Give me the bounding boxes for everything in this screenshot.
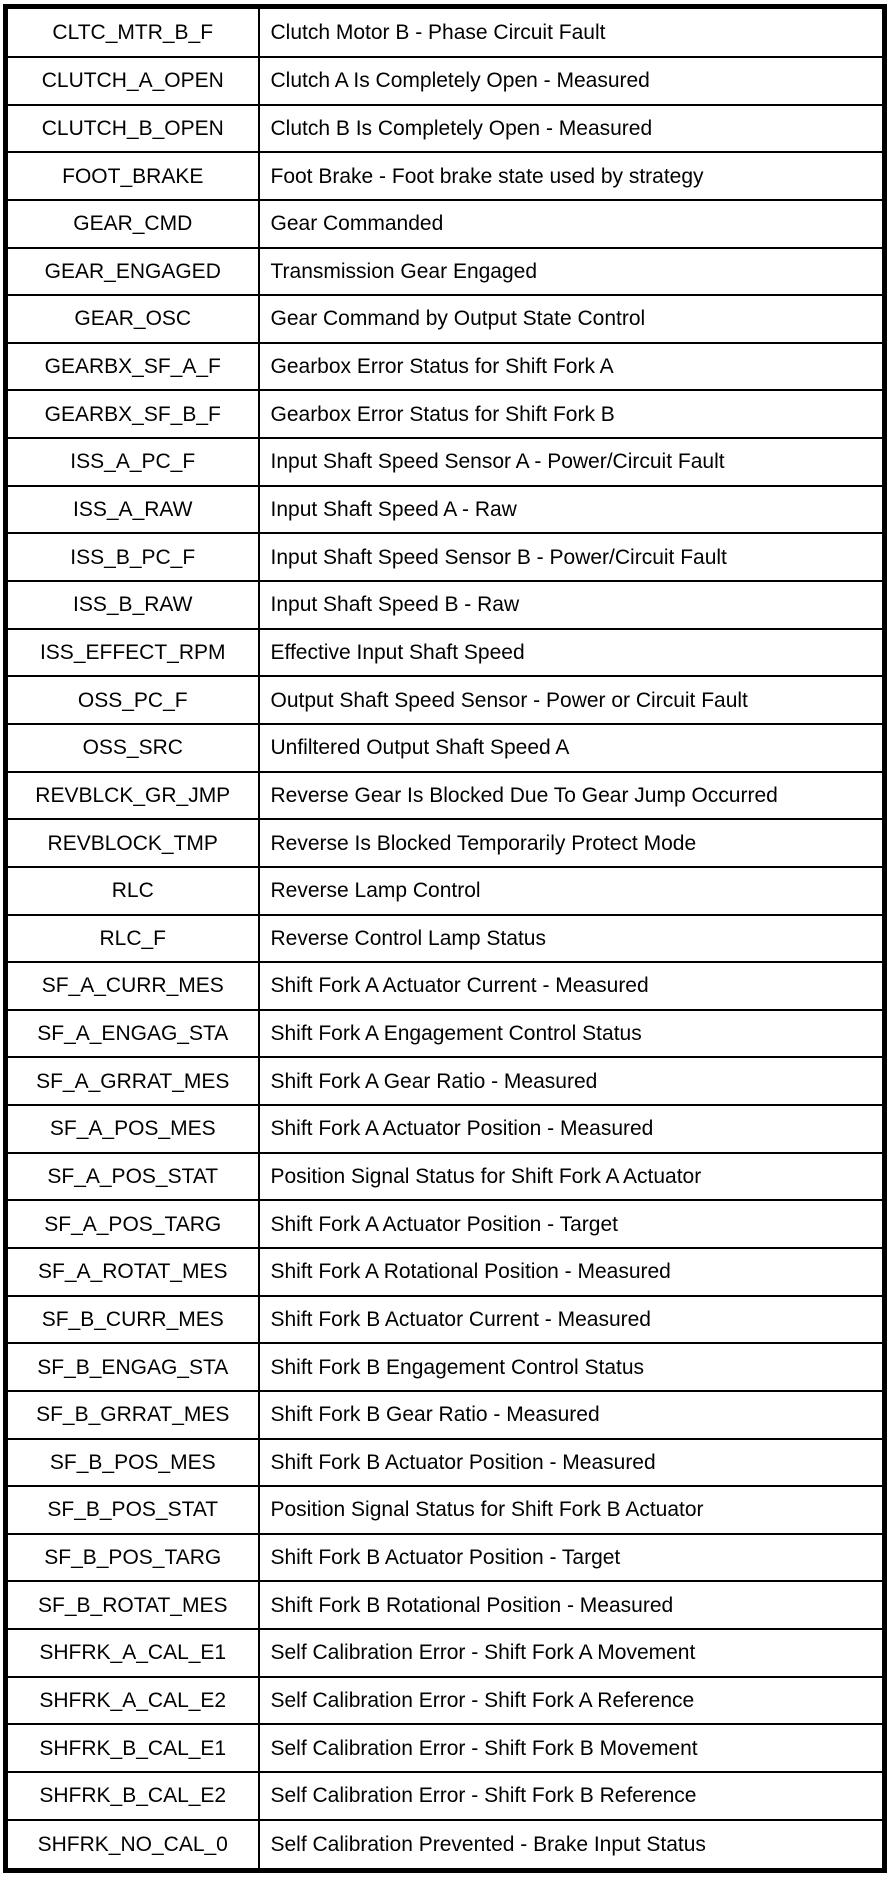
pid-cell: SHFRK_B_CAL_E2 <box>6 1772 259 1820</box>
description-cell: Gear Command by Output State Control <box>259 295 885 343</box>
description-cell: Input Shaft Speed B - Raw <box>259 581 885 629</box>
table-row <box>6 152 885 200</box>
pid-cell: GEAR_CMD <box>6 200 259 248</box>
description-cell: Foot Brake - Foot brake state used by strategy <box>259 152 885 200</box>
description-cell: Shift Fork A Rotational Position - Measured <box>259 1248 885 1296</box>
description-cell: Gearbox Error Status for Shift Fork A <box>259 343 885 391</box>
description-cell: Shift Fork B Gear Ratio - Measured <box>259 1391 885 1439</box>
pid-cell: OSS_SRC <box>6 724 259 772</box>
pid-cell: SF_A_POS_MES <box>6 1105 259 1153</box>
pid-cell: GEARBX_SF_A_F <box>6 343 259 391</box>
description-cell: Shift Fork B Actuator Current - Measured <box>259 1296 885 1344</box>
table-row <box>6 343 885 391</box>
description-cell: Output Shaft Speed Sensor - Power or Circuit Fault <box>259 676 885 724</box>
description-cell: Position Signal Status for Shift Fork A Actuator <box>259 1153 885 1201</box>
description-cell: Reverse Gear Is Blocked Due To Gear Jump Occurred <box>259 772 885 820</box>
table-row <box>6 1153 885 1201</box>
table-row <box>6 248 885 296</box>
table-row <box>6 1581 885 1629</box>
pid-cell: GEARBX_SF_B_F <box>6 390 259 438</box>
pid-cell: SF_B_CURR_MES <box>6 1296 259 1344</box>
description-cell: Self Calibration Error - Shift Fork B Reference <box>259 1772 885 1820</box>
table-row <box>6 390 885 438</box>
pid-cell: GEAR_ENGAGED <box>6 248 259 296</box>
pid-cell: CLUTCH_B_OPEN <box>6 105 259 153</box>
pid-cell: SF_A_CURR_MES <box>6 962 259 1010</box>
description-cell: Gear Commanded <box>259 200 885 248</box>
table-row <box>6 1486 885 1534</box>
description-cell: Clutch B Is Completely Open - Measured <box>259 105 885 153</box>
pid-cell: CLUTCH_A_OPEN <box>6 57 259 105</box>
pid-cell: SF_A_POS_STAT <box>6 1153 259 1201</box>
table-row <box>6 1343 885 1391</box>
table-row <box>6 533 885 581</box>
description-cell: Position Signal Status for Shift Fork B Actuator <box>259 1486 885 1534</box>
description-cell: Transmission Gear Engaged <box>259 248 885 296</box>
table-row <box>6 1010 885 1058</box>
pid-cell: SF_B_POS_MES <box>6 1439 259 1487</box>
description-cell: Shift Fork B Actuator Position - Target <box>259 1534 885 1582</box>
description-cell: Effective Input Shaft Speed <box>259 629 885 677</box>
table-row <box>6 1200 885 1248</box>
description-cell: Input Shaft Speed Sensor A - Power/Circuit Fault <box>259 438 885 486</box>
description-cell: Reverse Is Blocked Temporarily Protect Mode <box>259 819 885 867</box>
table-row <box>6 1724 885 1772</box>
table-row <box>6 295 885 343</box>
table-row <box>6 1629 885 1677</box>
table-row <box>6 819 885 867</box>
description-cell: Input Shaft Speed Sensor B - Power/Circuit Fault <box>259 533 885 581</box>
table-row <box>6 1105 885 1153</box>
description-cell: Shift Fork A Actuator Position - Target <box>259 1200 885 1248</box>
pid-cell: RLC_F <box>6 915 259 963</box>
description-cell: Clutch Motor B - Phase Circuit Fault <box>259 7 885 57</box>
table-row <box>6 1391 885 1439</box>
pid-description-table <box>3 4 887 1873</box>
table-row <box>6 1677 885 1725</box>
description-cell: Shift Fork A Engagement Control Status <box>259 1010 885 1058</box>
table-row <box>6 1439 885 1487</box>
description-cell: Reverse Control Lamp Status <box>259 915 885 963</box>
pid-cell: SF_B_ENGAG_STA <box>6 1343 259 1391</box>
table-row <box>6 438 885 486</box>
pid-cell: SF_B_ROTAT_MES <box>6 1581 259 1629</box>
pid-cell: SF_A_ENGAG_STA <box>6 1010 259 1058</box>
pid-cell: SHFRK_A_CAL_E1 <box>6 1629 259 1677</box>
pid-cell: ISS_B_RAW <box>6 581 259 629</box>
pid-cell: ISS_A_PC_F <box>6 438 259 486</box>
pid-cell: ISS_EFFECT_RPM <box>6 629 259 677</box>
description-cell: Self Calibration Prevented - Brake Input Status <box>259 1820 885 1871</box>
pid-cell: CLTC_MTR_B_F <box>6 7 259 57</box>
table-row <box>6 772 885 820</box>
description-cell: Shift Fork A Gear Ratio - Measured <box>259 1057 885 1105</box>
pid-cell: RLC <box>6 867 259 915</box>
table-row <box>6 962 885 1010</box>
pid-cell: REVBLCK_GR_JMP <box>6 772 259 820</box>
pid-cell: REVBLOCK_TMP <box>6 819 259 867</box>
table-row <box>6 1248 885 1296</box>
pid-cell: SF_B_POS_STAT <box>6 1486 259 1534</box>
description-cell: Input Shaft Speed A - Raw <box>259 486 885 534</box>
table-row <box>6 915 885 963</box>
pid-cell: SF_B_GRRAT_MES <box>6 1391 259 1439</box>
pid-table-body <box>6 7 885 1871</box>
table-row <box>6 7 885 57</box>
description-cell: Shift Fork B Rotational Position - Measured <box>259 1581 885 1629</box>
pid-cell: GEAR_OSC <box>6 295 259 343</box>
description-cell: Gearbox Error Status for Shift Fork B <box>259 390 885 438</box>
table-row <box>6 1534 885 1582</box>
pid-cell: ISS_B_PC_F <box>6 533 259 581</box>
pid-cell: ISS_A_RAW <box>6 486 259 534</box>
pid-cell: FOOT_BRAKE <box>6 152 259 200</box>
table-row <box>6 105 885 153</box>
table-row <box>6 1057 885 1105</box>
pid-cell: SF_B_POS_TARG <box>6 1534 259 1582</box>
pid-cell: SHFRK_NO_CAL_0 <box>6 1820 259 1871</box>
description-cell: Shift Fork A Actuator Current - Measured <box>259 962 885 1010</box>
table-row <box>6 486 885 534</box>
description-cell: Reverse Lamp Control <box>259 867 885 915</box>
description-cell: Clutch A Is Completely Open - Measured <box>259 57 885 105</box>
pid-cell: SF_A_ROTAT_MES <box>6 1248 259 1296</box>
description-cell: Shift Fork B Engagement Control Status <box>259 1343 885 1391</box>
description-cell: Unfiltered Output Shaft Speed A <box>259 724 885 772</box>
description-cell: Self Calibration Error - Shift Fork A Reference <box>259 1677 885 1725</box>
description-cell: Self Calibration Error - Shift Fork A Movement <box>259 1629 885 1677</box>
pid-cell: SF_A_POS_TARG <box>6 1200 259 1248</box>
pid-cell: SHFRK_A_CAL_E2 <box>6 1677 259 1725</box>
table-row <box>6 1772 885 1820</box>
table-row <box>6 1820 885 1871</box>
description-cell: Shift Fork A Actuator Position - Measured <box>259 1105 885 1153</box>
description-cell: Shift Fork B Actuator Position - Measured <box>259 1439 885 1487</box>
table-row <box>6 581 885 629</box>
table-row <box>6 867 885 915</box>
description-cell: Self Calibration Error - Shift Fork B Movement <box>259 1724 885 1772</box>
pid-cell: SF_A_GRRAT_MES <box>6 1057 259 1105</box>
table-row <box>6 676 885 724</box>
table-row <box>6 724 885 772</box>
pid-cell: SHFRK_B_CAL_E1 <box>6 1724 259 1772</box>
table-row <box>6 629 885 677</box>
pid-cell: OSS_PC_F <box>6 676 259 724</box>
table-row <box>6 200 885 248</box>
table-row <box>6 1296 885 1344</box>
table-row <box>6 57 885 105</box>
